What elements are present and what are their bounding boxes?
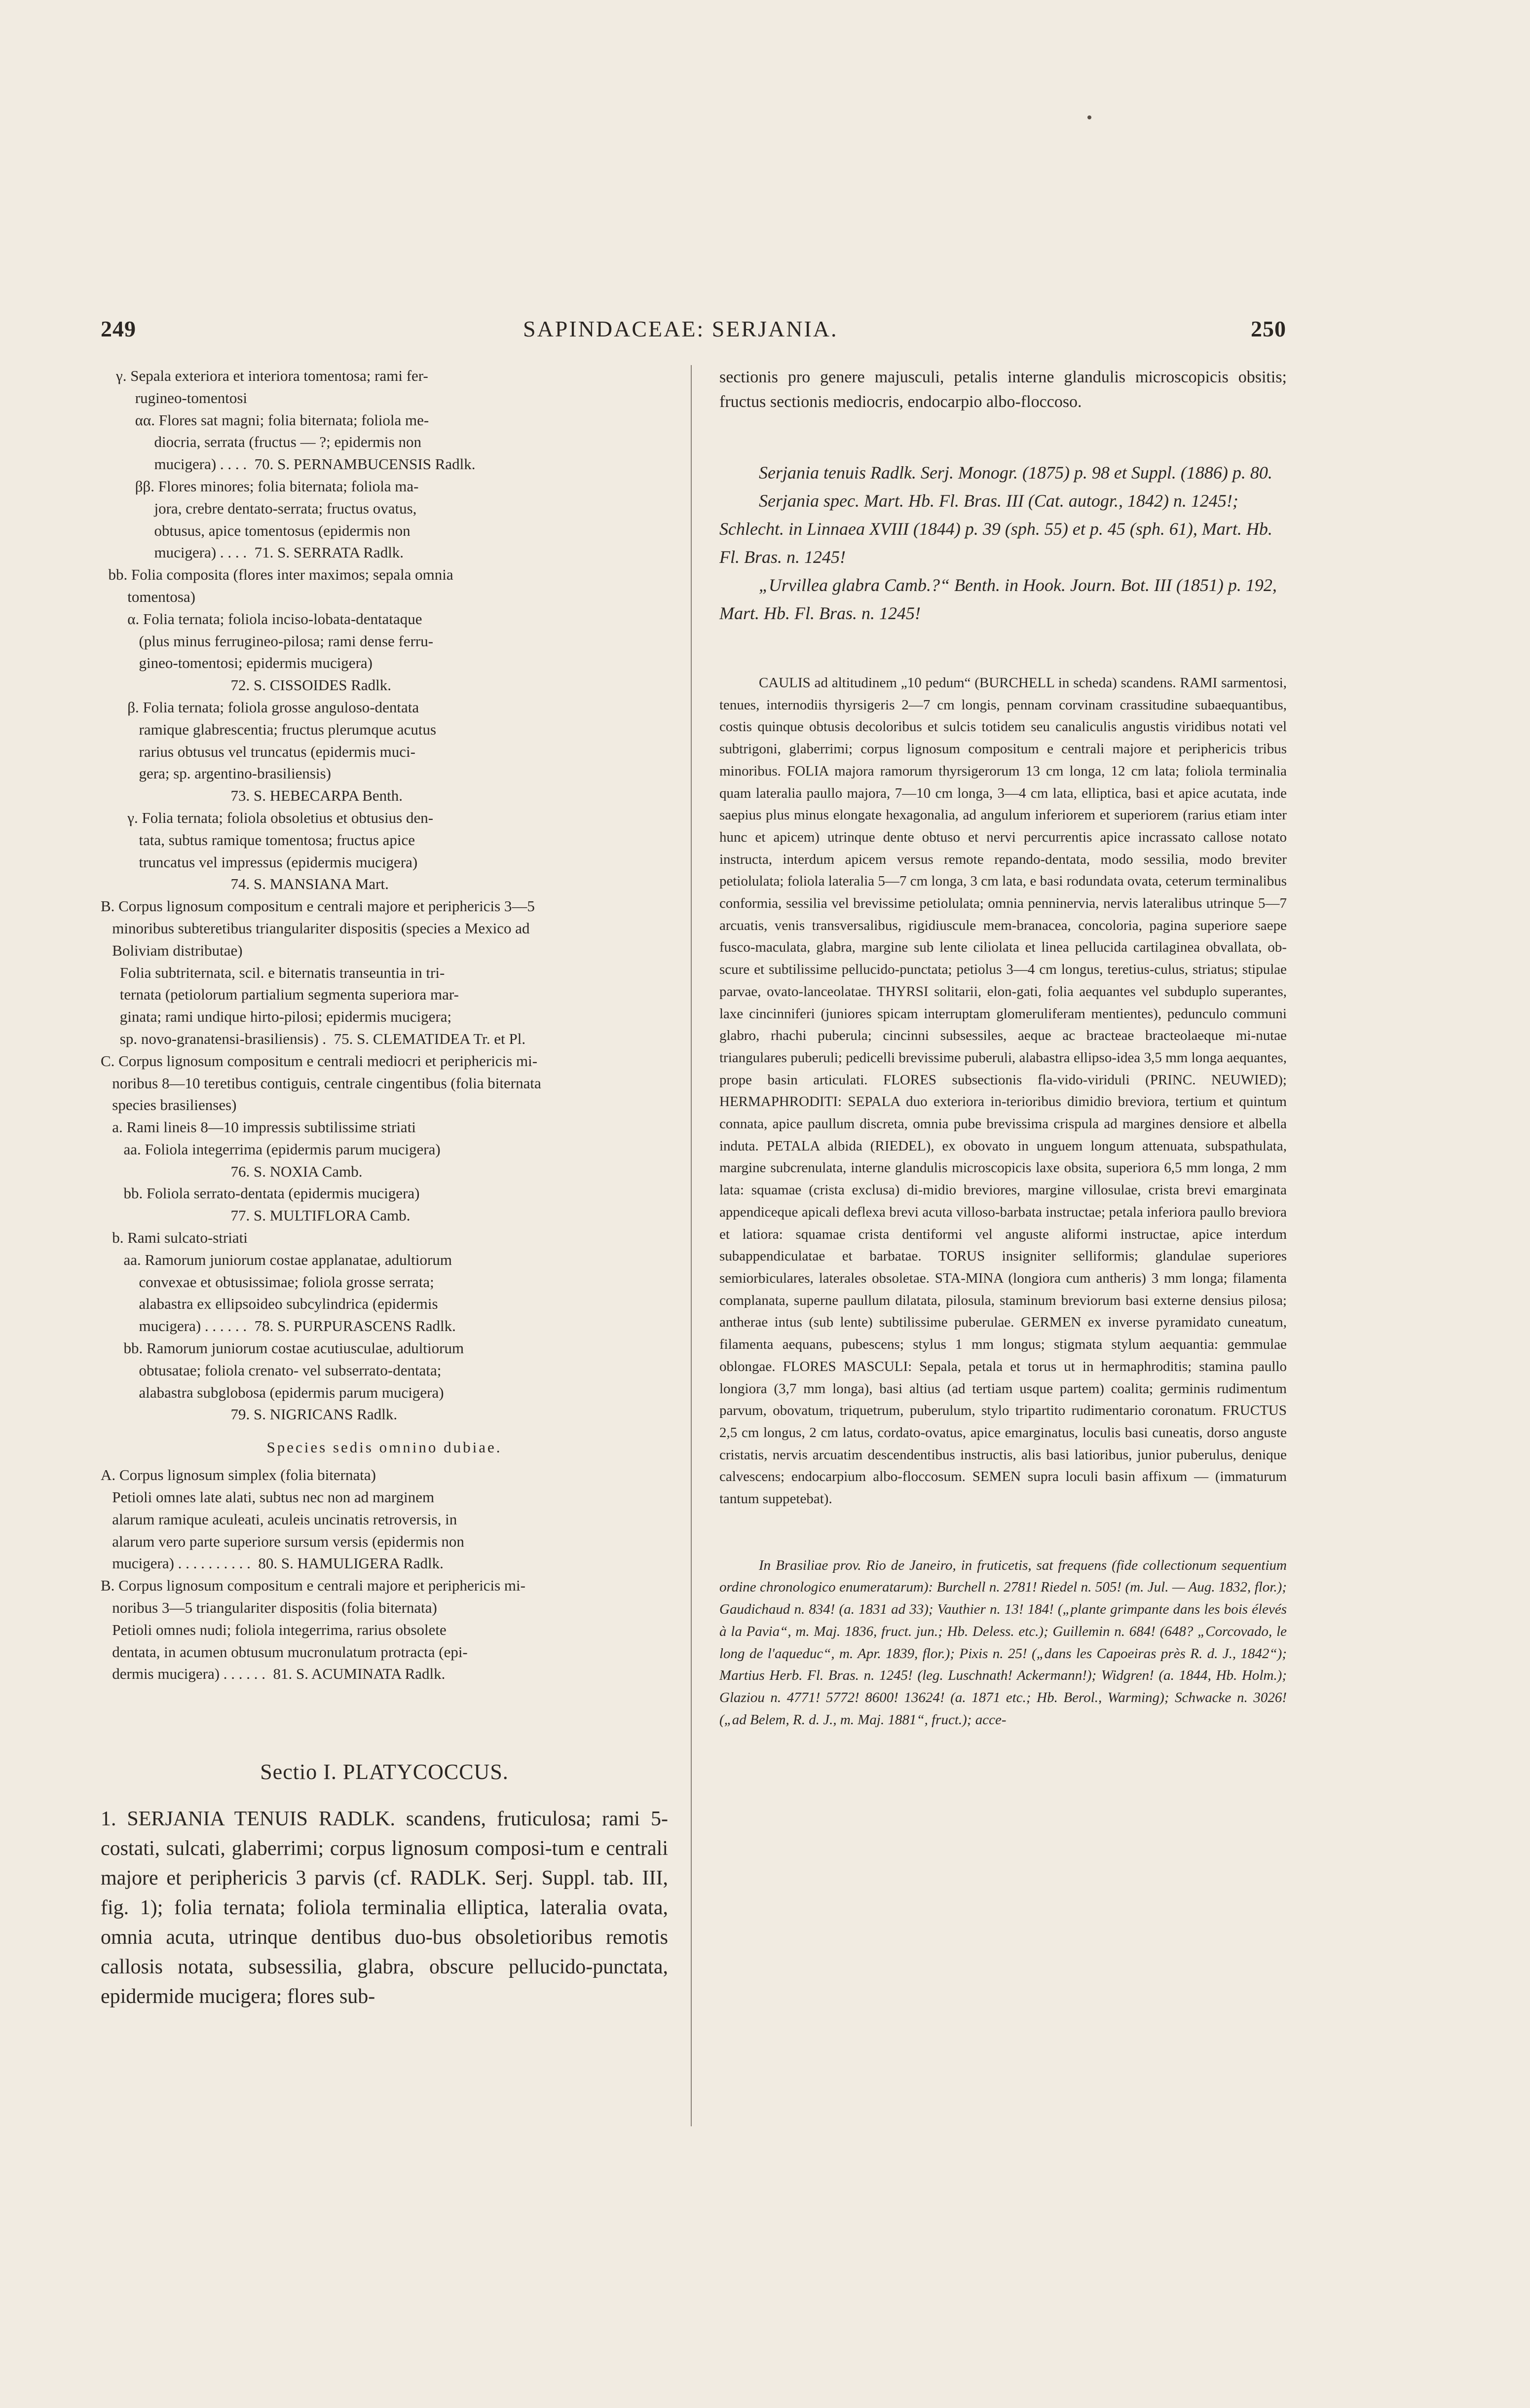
dubiae-line: Petioli omnes late alati, subtus nec non ad marginem — [101, 1488, 435, 1506]
page-number-left: 249 — [101, 316, 136, 341]
identification-key — [101, 365, 668, 1426]
dubiae-line: alarum ramique aculeati, aculeis uncinatis retroversis, in — [101, 1510, 457, 1528]
key-line: ginata; rami undique hirto-pilosi; epidermis mucigera; — [101, 1008, 452, 1026]
key-line: sp. novo-granatensi-brasiliensis) . 75. S. CLEMATIDEA Tr. et Pl. — [101, 1030, 526, 1047]
dubiae-line: noribus 3—5 triangulariter dispositis (folia biternata) — [101, 1599, 437, 1617]
key-line: aa. Foliola integerrima (epidermis parum mucigera) — [101, 1140, 441, 1158]
key-line: truncatus vel impressus (epidermis mucigera) — [101, 853, 418, 871]
key-line: ββ. Flores minores; folia biternata; foliola ma- — [101, 477, 419, 495]
key-line: convexae et obtusissimae; foliola grosse serrata; — [101, 1273, 434, 1291]
key-line: bb. Ramorum juniorum costae acutiusculae, adultiorum — [101, 1339, 464, 1357]
running-title: SAPINDACEAE: SERJANIA. — [523, 316, 838, 341]
key-line: noribus 8—10 teretibus contiguis, centrale cingentibus (folia biternata — [101, 1074, 541, 1092]
key-line: b. Rami sulcato-striati — [101, 1229, 248, 1247]
dubiae-line: mucigera) . . . . . . . . . . 80. S. HAMULIGERA Radlk. — [101, 1555, 444, 1572]
key-line: mucigera) . . . . 71. S. SERRATA Radlk. — [101, 544, 404, 561]
key-line: gera; sp. argentino-brasiliensis) — [101, 765, 331, 782]
dubiae-line: Petioli omnes nudi; foliola integerrima, rarius obsolete — [101, 1621, 447, 1638]
key-line: bb. Folia composita (flores inter maximos; sepala omnia — [101, 566, 453, 584]
key-line: β. Folia ternata; foliola grosse anguloso-dentata — [101, 698, 419, 716]
key-line: 79. S. NIGRICANS Radlk. — [101, 1406, 398, 1423]
key-line: species brasilienses) — [101, 1096, 237, 1114]
dubiae-heading: Species sedis omnino dubiae. — [266, 1439, 502, 1456]
key-line: α. Folia ternata; foliola inciso-lobata-dentataque — [101, 610, 422, 628]
dubiae-line: dentata, in acumen obtusum mucronulatum protracta (epi- — [101, 1643, 468, 1661]
dubiae-line: B. Corpus lignosum compositum e centrali majore et periphericis mi- — [101, 1577, 525, 1594]
left-column — [101, 365, 668, 2011]
key-line: gineo-tomentosi; epidermis mucigera) — [101, 654, 373, 672]
key-line: 72. S. CISSOIDES Radlk. — [101, 676, 392, 694]
key-line: Folia subtriternata, scil. e biternatis transeuntia in tri- — [101, 963, 445, 981]
key-line: ramique glabrescentia; fructus plerumque acutus — [101, 720, 437, 738]
key-line: tata, subtus ramique tomentosa; fructus apice — [101, 831, 415, 849]
species-description-start: 1. SERJANIA TENUIS RADLK. scandens, fruticulosa; rami 5-costati, sulcati, glaberrimi; corpus lignosum composi-tum e centrali majore et periphericis 3 parvis (cf. RADLK. Serj. Suppl. tab. III, fig. 1); folia ternata; foliola terminalia elliptica, lateralia ovata, omnia acuta, utrinque dentibus duo-bus obsoletioribus remotis callosis notata, subsessilia, glabra, obscure pellucido-punctata, epidermide mucigera; flores sub- — [101, 1808, 668, 2008]
dubiae-key — [101, 1464, 668, 1685]
key-line: γ. Folia ternata; foliola obsoletius et obtusius den- — [101, 809, 434, 826]
section-intro: sectionis pro genere majusculi, petalis interne glandulis microscopicis obsitis; fructus sectionis mediocris, endocarpio albo-floccoso. — [719, 368, 1287, 411]
key-line: 76. S. NOXIA Camb. — [101, 1162, 363, 1180]
key-line: rarius obtusus vel truncatus (epidermis muci- — [101, 742, 415, 760]
dubiae-line: alarum vero parte superiore sursum versis (epidermis non — [101, 1532, 464, 1550]
synonym-3: „Urvillea glabra Camb.?“ Benth. in Hook. Journ. Bot. III (1851) p. 192, Mart. Hb. Fl. Bras. n. 1245! — [719, 575, 1277, 623]
key-line: Boliviam distributae) — [101, 941, 243, 959]
column-divider — [691, 365, 692, 2126]
key-line: mucigera) . . . . 70. S. PERNAMBUCENSIS Radlk. — [101, 455, 476, 473]
key-line: ternata (petiolorum partialium segmenta superiora mar- — [101, 986, 459, 1003]
key-line: αα. Flores sat magni; folia biternata; foliola me- — [101, 411, 429, 429]
key-line: jora, crebre dentato-serrata; fructus ovatus, — [101, 499, 417, 517]
key-line: obtusatae; foliola crenato- vel subserrato-dentata; — [101, 1361, 442, 1379]
key-line: mucigera) . . . . . . 78. S. PURPURASCENS Radlk. — [101, 1317, 456, 1335]
right-column — [719, 365, 1287, 1731]
key-line: 73. S. HEBECARPA Benth. — [101, 787, 403, 805]
synonym-2: Serjania spec. Mart. Hb. Fl. Bras. III (Cat. autogr., 1842) n. 1245!; Schlecht. in Linnaea XVIII (1844) p. 39 (sph. 55) et p. 45 (sph. 61), Mart. Hb. Fl. Bras. n. 1245! — [719, 491, 1272, 567]
key-line: aa. Ramorum juniorum costae applanatae, adultiorum — [101, 1251, 452, 1268]
sectio-title: Sectio I. PLATYCOCCUS. — [260, 1760, 509, 1784]
key-line: 77. S. MULTIFLORA Camb. — [101, 1207, 410, 1224]
key-line: alabastra ex ellipsoideo subcylindrica (epidermis — [101, 1295, 438, 1313]
localities: In Brasiliae prov. Rio de Janeiro, in fruticetis, sat frequens (fide collectionum sequentium ordine chronologico enumeratarum): Burchell n. 2781! Riedel n. 505! (m. Jul. — Aug. 1832, flor.); Gaudichaud n. 834! (a. 1831 ad 33); Vauthier n. 13! 184! („plante grimpante dans les bois élevés à la Pavia“, m. Maj. 1836, fruct. jun.; Hb. Deless. etc.); Guillemin n. 684! (648? „Corcovado, le long de l'aqueduc“, m. Apr. 1839, flor.); Pixis n. 25! („dans les Capoeiras près R. d. J., 1842“); Martius Herb. Fl. Bras. n. 1245! (leg. Luschnath! Ackermann!); Widgren! (a. 1844, Hb. Holm.); Glaziou n. 4771! 5772! 8600! 13624! (a. 1871 etc.; Hb. Berol., Warming); Schwacke n. 3026! („ad Belem, R. d. J., m. Maj. 1881“, fruct.); acce- — [719, 1557, 1287, 1728]
key-line: minoribus subteretibus triangulariter dispositis (species a Mexico ad — [101, 919, 530, 937]
key-line: diocria, serrata (fructus — ?; epidermis non — [101, 433, 421, 451]
key-line: (plus minus ferrugineo-pilosa; rami dense ferru- — [101, 632, 434, 650]
key-line: C. Corpus lignosum compositum e centrali mediocri et periphericis mi- — [101, 1052, 538, 1070]
key-line: obtusus, apice tomentosus (epidermis non — [101, 521, 410, 539]
key-line: γ. Sepala exteriora et interiora tomentosa; rami fer- — [101, 367, 428, 384]
species-description: CAULIS ad altitudinem „10 pedum“ (BURCHELL in scheda) scandens. RAMI sarmentosi, tenues, internodiis thyrsigeris 2—7 cm longis, pennam corvinam crassitudine subaequantibus, costis quinque obtusis decoloribus et sulcis totidem seu canaliculis angustis viridibus notati vel subtrigoni, glaberrimi; corpus lignosum compositum e centrali majore et periphericis tribus minoribus. FOLIA majora ramorum thyrsigerorum 13 cm longa, 12 cm lata; foliola terminalia quam lateralia paullo majora, 7—10 cm longa, 3—4 cm lata, elliptica, basi et apice acutata, inde saepius plus minus elongate hexagonalia, ad angulum inferiorem et superiorem (rarius etiam inter hunc et apicem) utrinque dente obtuso et nervi percurrentis apice incrassato callose notato instructa, interdum apicem versus remote repando-dentata, modo sessilia, modo breviter petiolulata; foliola lateralia 5—7 cm longa, 3 cm lata, e basi rodundata ovata, ceterum terminalibus conformia, sessilia vel brevissime petiolulata; omnia penninervia, nervis lateralibus utrinque 5—7 arcuatis, venis transversalibus, rigidiuscule mem-branacea, concoloria, pagina superiore saepe fusco-maculata, glabra, margine sub lente ciliolata et linea pellucida cartilaginea obvallata, ob-scure et subtilissime pellucido-punctata; petiolus 3—4 cm longus, teretius-culus, striatus; stipulae parvae, ovato-lanceolatae. THYRSI solitarii, elon-gati, folia aequantes vel subduplo superantes, laxe cincinniferi (juniores spicam interruptam glomeruliferam mentientes), pedunculo communi glabro, rhachi puberula; cincinni subsessiles, aeque ac bracteae bracteolaeque mi-nutae triangulares puberuli; pedicelli brevissime puberuli, alabastra ellipso-idea 3,5 mm longa aequantes, prope basin articulati. FLORES subsectionis fla-vido-viriduli (PRINC. NEUWIED); HERMAPHRODITI: SEPALA duo exteriora in-terioribus dimidio breviora, tertium et quintum connata, apice paullum discreta, omnia pube brevissima crispula ad margines densiore et albella induta. PETALA albida (RIEDEL), ex obovato in unguem longum attenuata, subspathulata, margine subcrenulata, interne glandulis microscopicis laxe obsita, superiora 6,5 mm longa, 2 mm lata: squamae (crista exclusa) di-midio breviores, margine villosulae, crista brevi emarginata appendiceque apicali deflexa brevi acuta villoso-barbata instructae; petala inferiora paullo breviora et latiora: squamae crista dentiformi vel anguste aliformi instructae, apice interdum subappendiculatae et barbatae. TORUS insigniter selliformis; glandulae superiores semiorbiculares, laterales obsoletae. STA-MINA (longiora cum antheris) 3 mm longa; filamenta complanata, superne paullum dilatata, pilosula, staminum breviorum basi externe densius pilosa; antherae intus (sub lente) subtilissime puberulae. GERMEN ex inverse pyramidato cuneatum, filamenta aequans, pubescens; stylus 1 mm longus; stigmata stylum aequantia: gemmulae oblongae. FLORES MASCULI: Sepala, petala et torus ut in hermaphroditis; stamina paullo longiora (3,7 mm longa), basi altius (ad tertiam usque partem) coalita; germinis rudimentum parvum, obovatum, triquetrum, puberulum, stylo tripartito rudimentario coronatum. FRUCTUS 2,5 cm longus, 2 cm latus, cordato-ovatus, apice emarginatus, loculis basi cuneatis, dorso anguste cristatis, nervis arcuatim descendentibus instructis, alis basi latioribus, junior puberulus, denique calvescens; endocarpium albo-floccosum. SEMEN supra loculi basin affixum — (immaturum tantum suppetebat). — [719, 675, 1287, 1507]
key-line: B. Corpus lignosum compositum e centrali majore et periphericis 3—5 — [101, 897, 535, 915]
synonym-1: Serjania tenuis Radlk. Serj. Monogr. (1875) p. 98 et Suppl. (1886) p. 80. — [759, 463, 1272, 482]
key-line: alabastra subglobosa (epidermis parum mucigera) — [101, 1383, 444, 1401]
key-line: rugineo-tomentosi — [101, 389, 248, 407]
key-line: 74. S. MANSIANA Mart. — [101, 875, 389, 893]
key-line: a. Rami lineis 8—10 impressis subtilissime striati — [101, 1118, 416, 1136]
dubiae-line: dermis mucigera) . . . . . . 81. S. ACUMINATA Radlk. — [101, 1665, 446, 1683]
dubiae-line: A. Corpus lignosum simplex (folia biternata) — [101, 1466, 376, 1484]
key-line: bb. Foliola serrato-dentata (epidermis mucigera) — [101, 1185, 420, 1202]
paper-speck — [1087, 115, 1091, 119]
key-line: tomentosa) — [101, 588, 195, 605]
page-number-right: 250 — [1251, 316, 1286, 341]
